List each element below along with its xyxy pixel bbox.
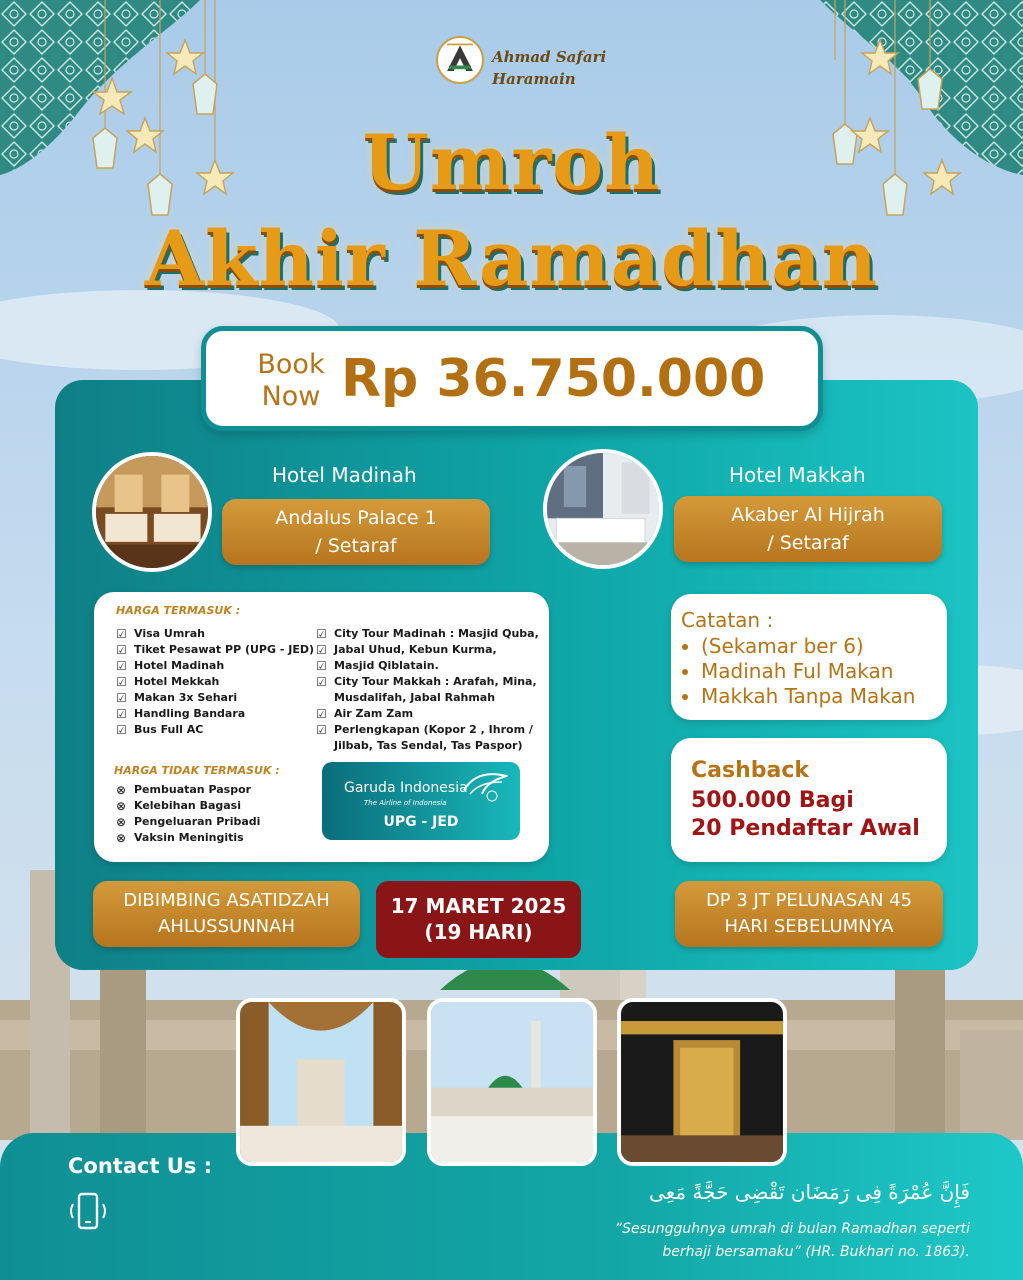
- includes-list-left: [116, 626, 314, 738]
- hotel-makkah-photo: [543, 449, 663, 569]
- hotel-makkah-name-2: / Setaraf: [767, 532, 849, 554]
- hotel-madinah-label: Hotel Madinah: [272, 463, 417, 487]
- date-line-1: 17 MARET 2025: [390, 894, 567, 918]
- hotel-madinah-name: [222, 499, 490, 565]
- list-item: Jilbab, Tas Sendal, Tas Paspor): [334, 739, 523, 752]
- payment-badge: [675, 881, 943, 947]
- logo-a-icon: [438, 38, 482, 82]
- check-icon: ☑: [116, 723, 127, 737]
- list-item: ☑ City Tour Madinah : Masjid Quba,: [316, 627, 539, 641]
- brand-line-1: Ahmad Safari: [492, 48, 607, 66]
- airline-badge: [322, 762, 520, 840]
- list-item: ☑ Visa Umrah: [116, 627, 205, 641]
- x-circle-icon: ⊗: [116, 799, 127, 813]
- list-item: ☑ Masjid Qiblatain.: [316, 659, 439, 673]
- book-now-line-1: Book: [257, 349, 325, 380]
- departure-date-badge: [376, 881, 581, 958]
- title-line-1: Umroh: [362, 118, 661, 207]
- list-item: • (Sekamar ber 6): [701, 634, 915, 659]
- cashback-card: [671, 738, 947, 862]
- title-line-2: Akhir Ramadhan: [145, 214, 878, 303]
- check-icon: ☑: [116, 659, 127, 673]
- check-icon: ☑: [316, 707, 327, 721]
- list-item: ⊗ Kelebihan Bagasi: [116, 799, 242, 813]
- check-icon: ☑: [316, 643, 327, 657]
- check-icon: ☑: [116, 707, 127, 721]
- cashback-line-2: 20 Pendaftar Awal: [691, 816, 920, 841]
- list-item: • Madinah Ful Makan: [701, 659, 915, 684]
- guide-badge: [93, 881, 360, 947]
- hotel-madinah-name-2: / Setaraf: [315, 535, 397, 557]
- hotel-madinah-name-1: Andalus Palace 1: [275, 507, 437, 529]
- date-line-2: (19 HARI): [424, 920, 533, 944]
- check-icon: ☑: [116, 643, 127, 657]
- hadith-line-1: “Sesungguhnya umrah di bulan Ramadhan seperti: [614, 1221, 970, 1237]
- list-item: ⊗ Pengeluaran Pribadi: [116, 815, 261, 829]
- x-circle-icon: ⊗: [116, 783, 127, 797]
- check-icon: ☑: [316, 723, 327, 737]
- list-item: ☑ Jabal Uhud, Kebun Kurma,: [316, 643, 497, 657]
- payment-line-2: HARI SEBELUMNYA: [724, 916, 894, 937]
- list-item: ⊗ Pembuatan Paspor: [116, 783, 252, 797]
- airline-tagline: The Airline of Indonesia: [364, 799, 447, 807]
- brand-line-2: Haramain: [492, 70, 576, 88]
- check-icon: ☑: [116, 675, 127, 689]
- phone-icon[interactable]: [64, 1188, 112, 1236]
- hotel-makkah-name: [674, 496, 942, 562]
- airline-name: Garuda Indonesia: [344, 780, 468, 796]
- garuda-bird-icon: [462, 770, 508, 804]
- contact-label: Contact Us :: [68, 1154, 213, 1178]
- check-icon: ☑: [316, 627, 327, 641]
- cashback-title: Cashback: [691, 758, 810, 783]
- check-icon: ☑: [316, 659, 327, 673]
- list-item: ☑ Hotel Mekkah: [116, 675, 220, 689]
- check-icon: ☑: [116, 627, 127, 641]
- payment-line-1: DP 3 JT PELUNASAN 45: [705, 890, 913, 911]
- book-now-line-2: Now: [261, 381, 321, 412]
- includes-heading: HARGA TERMASUK :: [116, 604, 241, 617]
- book-now-label: [246, 349, 336, 413]
- check-icon: ☑: [116, 691, 127, 705]
- price-amount: Rp 36.750.000: [341, 349, 766, 409]
- list-item: ☑ Air Zam Zam: [316, 707, 414, 721]
- list-item: ☑ Perlengkapan (Kopor 2 , Ihrom /: [316, 723, 533, 737]
- includes-card: [94, 592, 549, 862]
- excludes-heading: HARGA TIDAK TERMASUK :: [114, 764, 280, 777]
- photo-nabawi-dome: [427, 998, 597, 1166]
- list-item: ☑ Tiket Pesawat PP (UPG - JED): [116, 643, 315, 657]
- list-item: Musdalifah, Jabal Rahmah: [334, 691, 496, 704]
- list-item: ☑ Handling Bandara: [116, 707, 246, 721]
- hotel-madinah-photo: [92, 452, 212, 572]
- guide-line-1: DIBIMBING ASATIDZAH: [123, 890, 330, 911]
- excludes-list: [116, 782, 260, 846]
- list-item: • Makkah Tanpa Makan: [701, 684, 915, 709]
- guide-line-2: AHLUSSUNNAH: [158, 916, 295, 937]
- notes-card: [671, 594, 947, 720]
- airline-route: UPG - JED: [383, 814, 459, 830]
- list-item: ⊗ Vaksin Meningitis: [116, 831, 244, 845]
- hadith-line-2: berhaji bersamaku” (HR. Bukhari no. 1863).: [662, 1244, 970, 1260]
- photo-nabawi-interior: [236, 998, 406, 1166]
- hotel-makkah-name-1: Akaber Al Hijrah: [731, 504, 885, 526]
- hadith-quote: [470, 1218, 970, 1264]
- list-item: ☑ Bus Full AC: [116, 723, 204, 737]
- price-box[interactable]: [201, 326, 823, 431]
- notes-list: [701, 634, 915, 709]
- x-circle-icon: ⊗: [116, 815, 127, 829]
- includes-list-right: [316, 626, 539, 754]
- cashback-line-1: 500.000 Bagi: [691, 788, 854, 813]
- check-icon: ☑: [316, 675, 327, 689]
- brand-logo: [436, 36, 484, 84]
- brand-name: [492, 46, 606, 90]
- x-circle-icon: ⊗: [116, 831, 127, 845]
- hotel-makkah-label: Hotel Makkah: [729, 463, 866, 487]
- photo-kaaba: [617, 998, 787, 1166]
- arabic-verse: فَإِنَّ عُمْرَةً فِى رَمَضَان تَقْضِى حَجَّةً مَعِى: [649, 1180, 970, 1204]
- list-item: ☑ Makan 3x Sehari: [116, 691, 238, 705]
- notes-title: Catatan :: [681, 608, 774, 632]
- list-item: ☑ City Tour Makkah : Arafah, Mina,: [316, 675, 537, 689]
- list-item: ☑ Hotel Madinah: [116, 659, 225, 673]
